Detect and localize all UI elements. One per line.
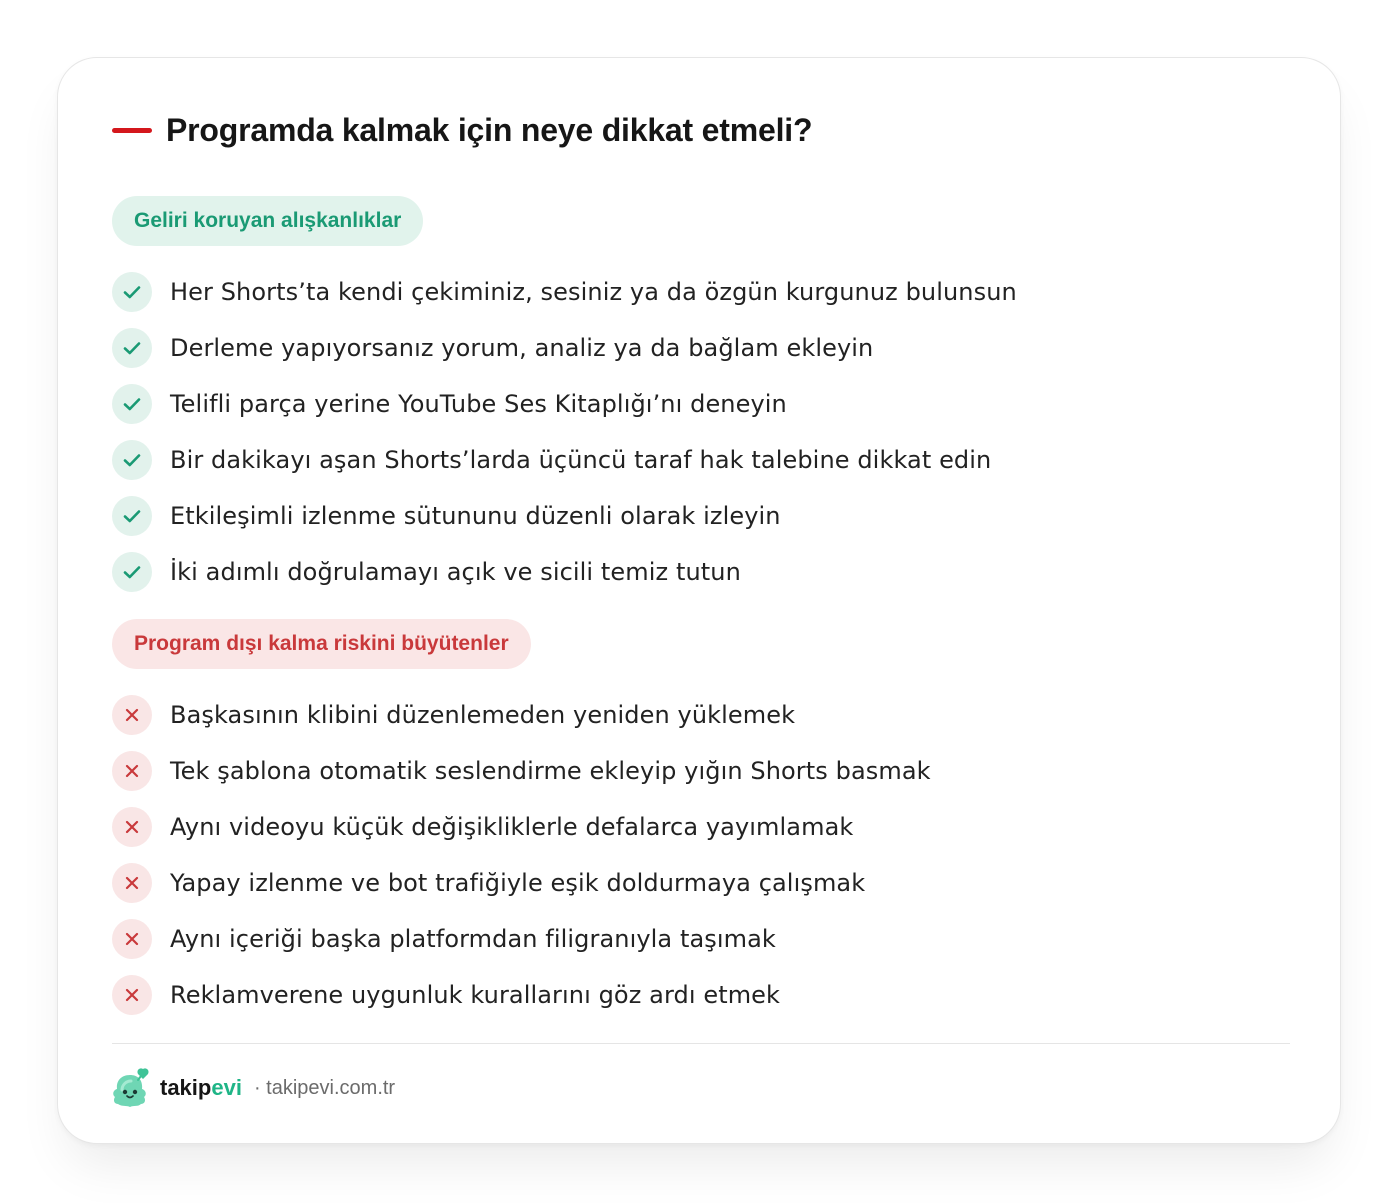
list-item-text: Aynı içeriği başka platformdan filigranıyla taşımak	[170, 925, 776, 953]
list-item	[112, 911, 931, 967]
list-item	[112, 264, 1017, 320]
list-item-text: Her Shorts’ta kendi çekiminiz, sesiniz ya da özgün kurgunuz bulunsun	[170, 278, 1017, 306]
x-icon	[112, 751, 152, 791]
check-icon	[112, 552, 152, 592]
check-icon	[112, 496, 152, 536]
title-row	[112, 108, 812, 152]
footer-divider	[112, 1043, 1290, 1044]
x-icon	[112, 863, 152, 903]
list-item	[112, 432, 1017, 488]
list-item-text: İki adımlı doğrulamayı açık ve sicili temiz tutun	[170, 558, 741, 586]
list-item-text: Etkileşimli izlenme sütununu düzenli olarak izleyin	[170, 502, 781, 530]
good-habits-label: Geliri koruyan alışkanlıklar	[112, 196, 423, 246]
good-habits-list	[112, 264, 1017, 600]
list-item	[112, 799, 931, 855]
footer	[110, 1066, 395, 1110]
check-icon	[112, 384, 152, 424]
check-icon	[112, 272, 152, 312]
list-item-text: Yapay izlenme ve bot trafiğiyle eşik doldurmaya çalışmak	[170, 869, 866, 897]
brand-name-accent: evi	[211, 1075, 242, 1100]
x-icon	[112, 975, 152, 1015]
list-item	[112, 376, 1017, 432]
list-item	[112, 743, 931, 799]
list-item	[112, 320, 1017, 376]
list-item	[112, 687, 931, 743]
list-item-text: Aynı videoyu küçük değişikliklerle defalarca yayımlamak	[170, 813, 854, 841]
list-item	[112, 855, 931, 911]
brand-name	[160, 1075, 242, 1101]
risk-factors-list	[112, 687, 931, 1023]
brand-domain: · takipevi.com.tr	[253, 1076, 396, 1099]
x-icon	[112, 919, 152, 959]
mascot-logo-icon	[110, 1066, 150, 1110]
list-item-text: Tek şablona otomatik seslendirme ekleyip yığın Shorts basmak	[170, 757, 931, 785]
check-icon	[112, 328, 152, 368]
brand-name-main: takip	[160, 1075, 212, 1100]
list-item-text: Başkasının klibini düzenlemeden yeniden yüklemek	[170, 701, 796, 729]
check-icon	[112, 440, 152, 480]
list-item	[112, 488, 1017, 544]
list-item	[112, 544, 1017, 600]
list-item-text: Bir dakikayı aşan Shorts’larda üçüncü taraf hak talebine dikkat edin	[170, 446, 992, 474]
page-title: Programda kalmak için neye dikkat etmeli?	[166, 111, 813, 148]
x-icon	[112, 695, 152, 735]
list-item-text: Reklamverene uygunluk kurallarını göz ardı etmek	[170, 981, 781, 1009]
list-item	[112, 967, 931, 1023]
title-accent-bar	[112, 128, 152, 133]
list-item-text: Derleme yapıyorsanız yorum, analiz ya da bağlam ekleyin	[170, 334, 874, 362]
info-card	[57, 57, 1341, 1144]
x-icon	[112, 807, 152, 847]
list-item-text: Telifli parça yerine YouTube Ses Kitaplığı’nı deneyin	[170, 390, 787, 418]
risk-factors-label: Program dışı kalma riskini büyütenler	[112, 619, 531, 669]
